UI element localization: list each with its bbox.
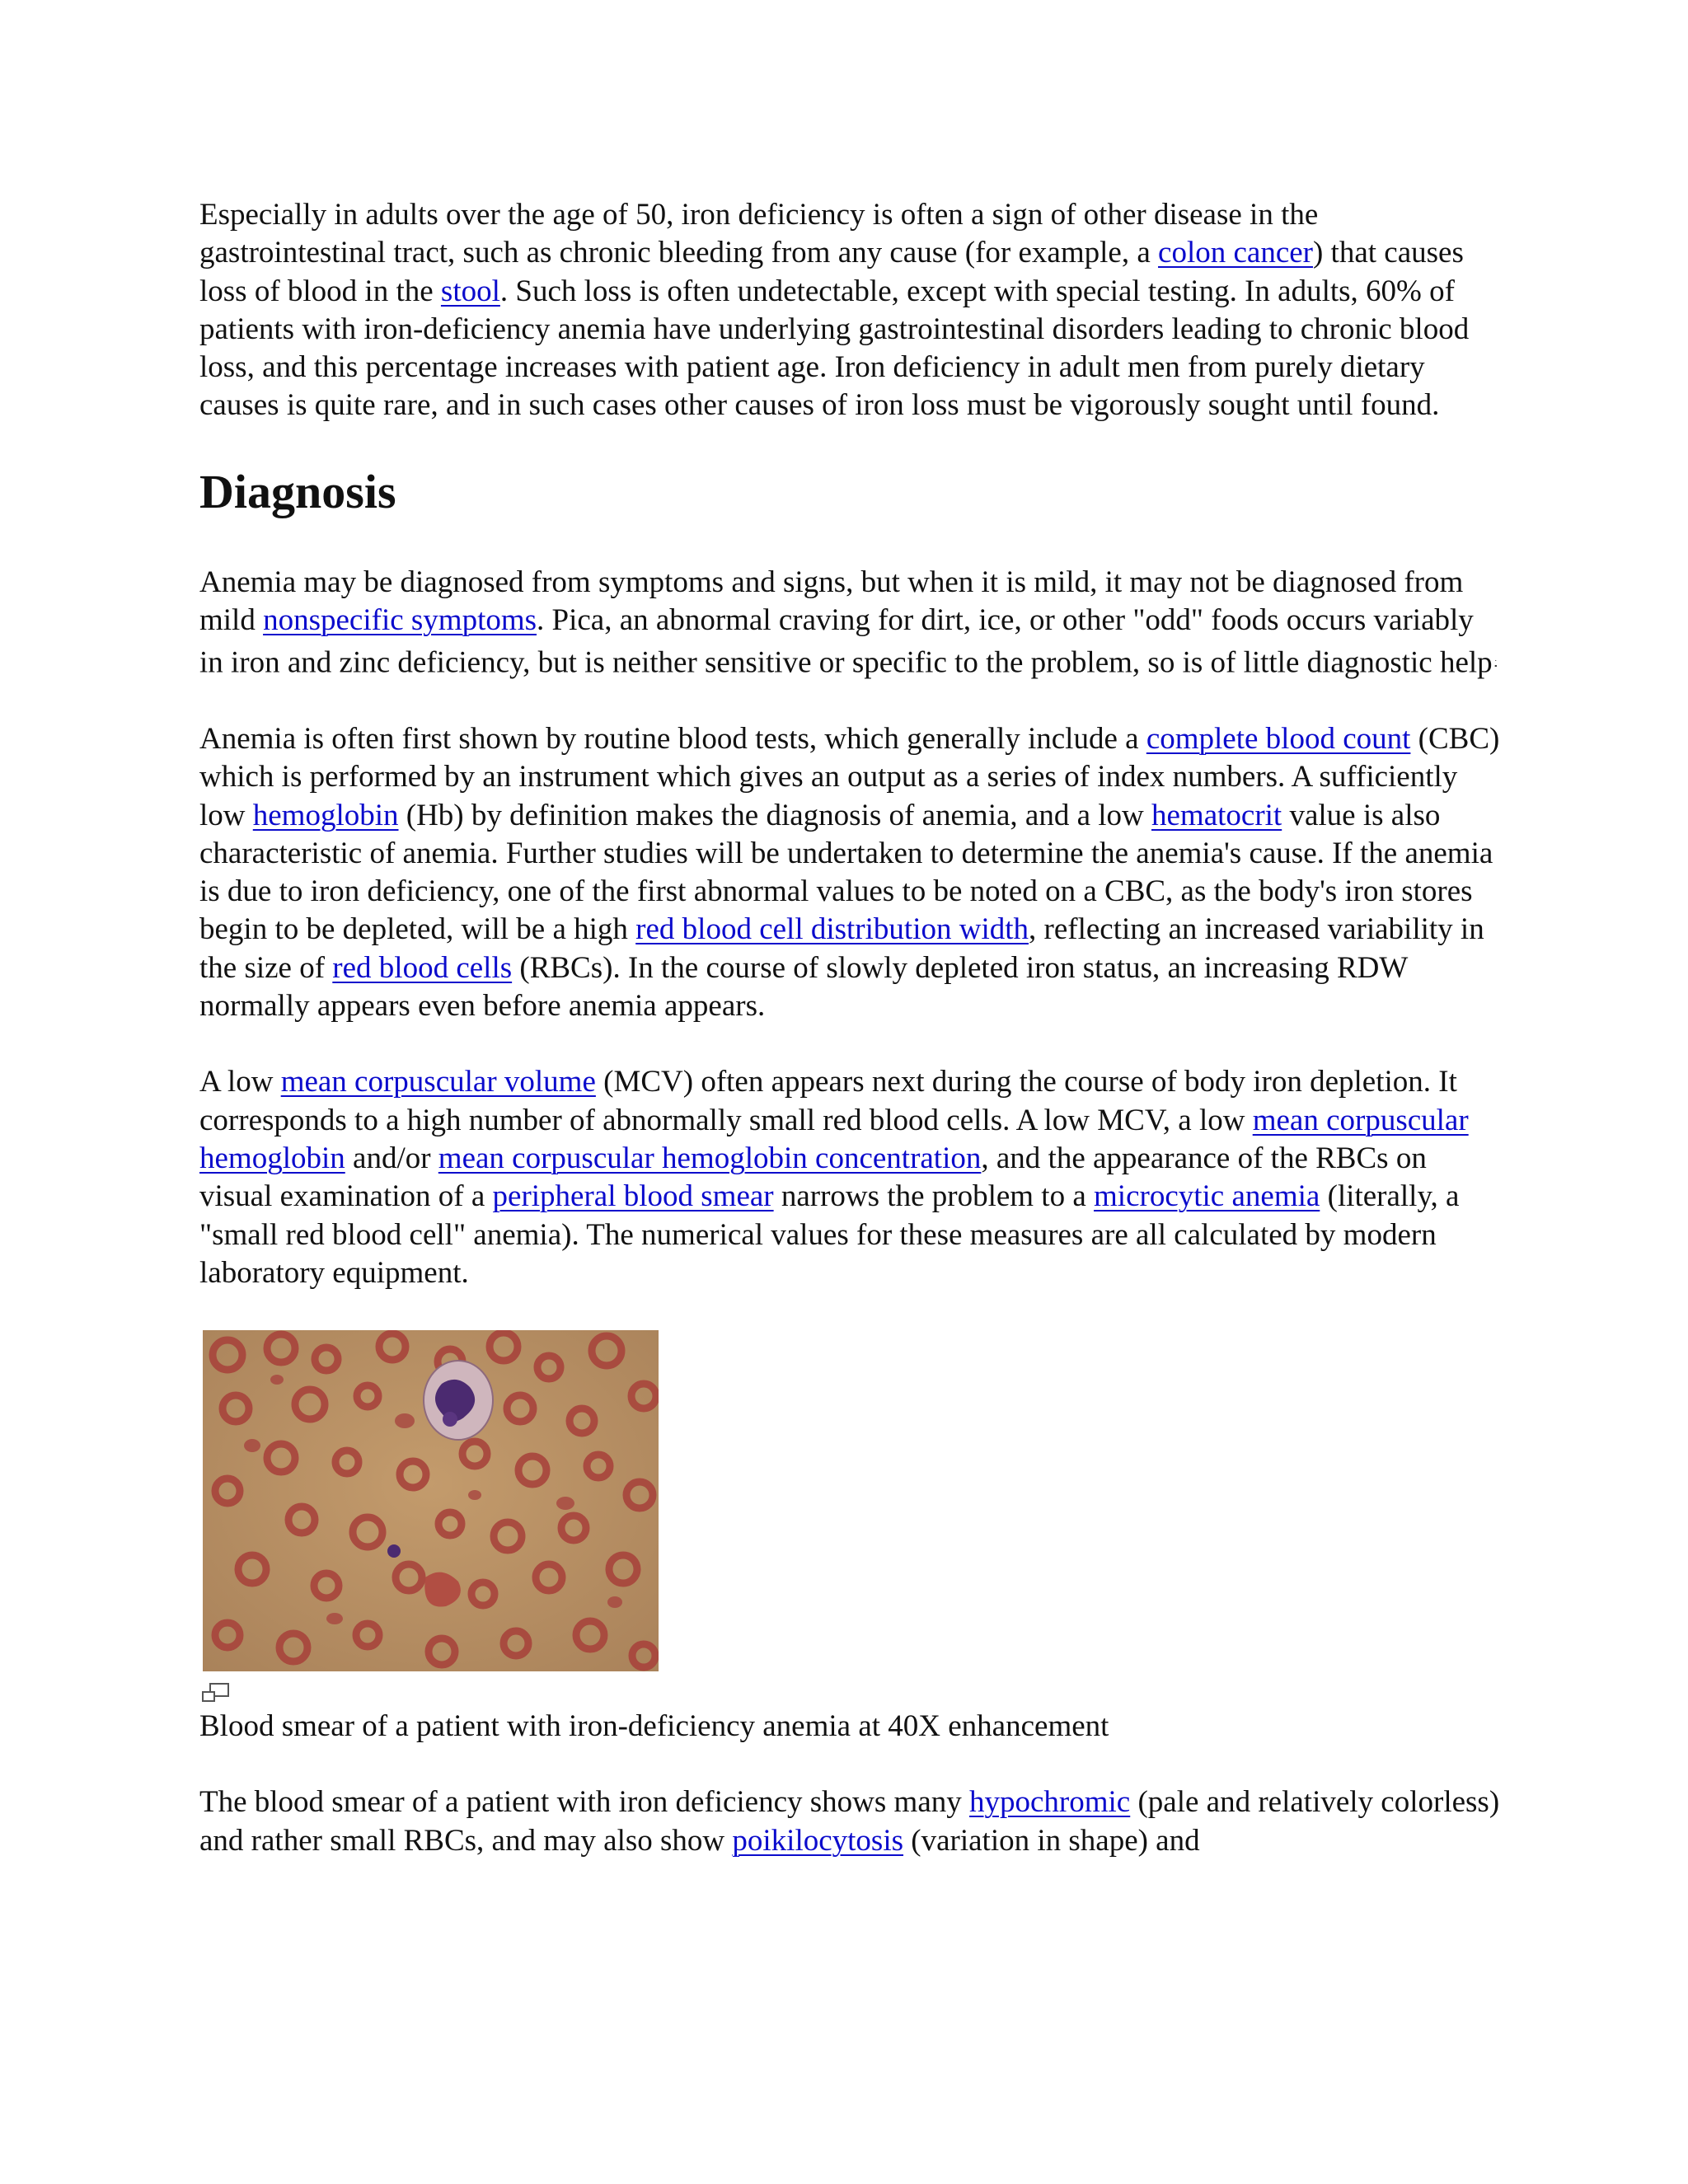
lymphocyte-cell bbox=[424, 1361, 493, 1440]
figure-caption: Blood smear of a patient with iron-deficiency anemia at 40X enhancement bbox=[199, 1709, 1109, 1744]
paragraph-symptoms: Anemia may be diagnosed from symptoms and signs, but when it is mild, it may not be diagnosed from mild nonspecific symptoms. Pica, an abnormal craving for dirt, ice, or other "odd" foods occurs variably in iron and zinc deficiency, but is neither sensitive or specific to the problem, so is of little diagnostic help . bbox=[199, 565, 1497, 680]
enlarge-icon-svg bbox=[199, 1681, 232, 1706]
blood-smear-svg bbox=[203, 1330, 659, 1671]
paragraph-blood-smear: The blood smear of a patient with iron deficiency shows many hypochromic (pale and relatively colorless) and rather small RBCs, and may also show poikilocytosis (variation in shape) and bbox=[199, 1785, 1500, 1858]
link-hemoglobin[interactable]: hemoglobin bbox=[252, 798, 399, 832]
reference-marker[interactable]: . bbox=[1494, 654, 1497, 663]
link-complete-blood-count[interactable]: complete blood count bbox=[1146, 722, 1411, 756]
link-hematocrit[interactable]: hematocrit bbox=[1151, 798, 1282, 832]
paragraph-gi-bleeding: Especially in adults over the age of 50, iron deficiency is often a sign of other disease in the gastrointestinal tract, such as chronic bleeding from any cause (for example, a colon cancer) that causes loss of blood in the stool. Such loss is often undetectable, except with special testing. In adults, 60% of patients with iron-deficiency anemia have underlying gastrointestinal disorders leading to chronic blood loss, and this percentage increases with patient age. Iron deficiency in adult men from purely dietary causes is quite rare, and in such cases other causes of iron loss must be vigorously sought until found. bbox=[199, 198, 1470, 423]
paragraph-blood-tests: Anemia is often first shown by routine blood tests, which generally include a complete blood count (CBC) which is performed by an instrument which gives an output as a series of index numbers. A sufficiently low hemoglobin (Hb) by definition makes the diagnosis of anemia, and a low hematocrit value is also characteristic of anemia. Further studies will be undertaken to determine the anemia's cause. If the anemia is due to iron deficiency, one of the first abnormal values to be noted on a CBC, as the body's iron stores begin to be depleted, will be a high red blood cell distribution width, reflecting an increased variability in the size of red blood cells (RBCs). In the course of slowly depleted iron status, an increasing RDW normally appears even before anemia appears. bbox=[199, 722, 1500, 1024]
link-colon-cancer[interactable]: colon cancer bbox=[1158, 236, 1313, 270]
paragraph-mcv: A low mean corpuscular volume (MCV) often appears next during the course of body iron depletion. It corresponds to a high number of abnormally small red blood cells. A low MCV, a low mean corpuscular hemoglobin and/or mean corpuscular hemoglobin concentration, and the appearance of the RBCs on visual examination of a peripheral blood smear narrows the problem to a microcytic anemia (literally, a "small red blood cell" anemia). The numerical values for these measures are all calculated by modern laboratory equipment. bbox=[199, 1065, 1469, 1290]
document-page bbox=[199, 196, 1502, 1860]
link-red-blood-cells[interactable]: red blood cells bbox=[332, 950, 513, 985]
enlarge-icon[interactable] bbox=[199, 1681, 232, 1706]
link-poikilocytosis[interactable]: poikilocytosis bbox=[732, 1823, 904, 1858]
link-peripheral-blood-smear[interactable]: peripheral blood smear bbox=[492, 1179, 774, 1214]
platelet bbox=[387, 1544, 401, 1558]
link-hypochromic[interactable]: hypochromic bbox=[969, 1785, 1131, 1820]
link-red-blood-cell-distribution-width[interactable]: red blood cell distribution width bbox=[635, 912, 1029, 947]
blood-smear-image[interactable] bbox=[203, 1330, 659, 1671]
link-stool[interactable]: stool bbox=[440, 274, 500, 308]
link-mean-corpuscular-volume[interactable]: mean corpuscular volume bbox=[280, 1065, 596, 1099]
link-microcytic-anemia[interactable]: microcytic anemia bbox=[1094, 1179, 1320, 1214]
link-mean-corpuscular-hemoglobin[interactable]: mean corpuscular hemoglobin bbox=[199, 1103, 1469, 1175]
link-mean-corpuscular-hemoglobin-concentration[interactable]: mean corpuscular hemoglobin concentration bbox=[438, 1141, 982, 1175]
section-heading-diagnosis: Diagnosis bbox=[199, 464, 396, 518]
link-nonspecific-symptoms[interactable]: nonspecific symptoms bbox=[263, 603, 537, 638]
